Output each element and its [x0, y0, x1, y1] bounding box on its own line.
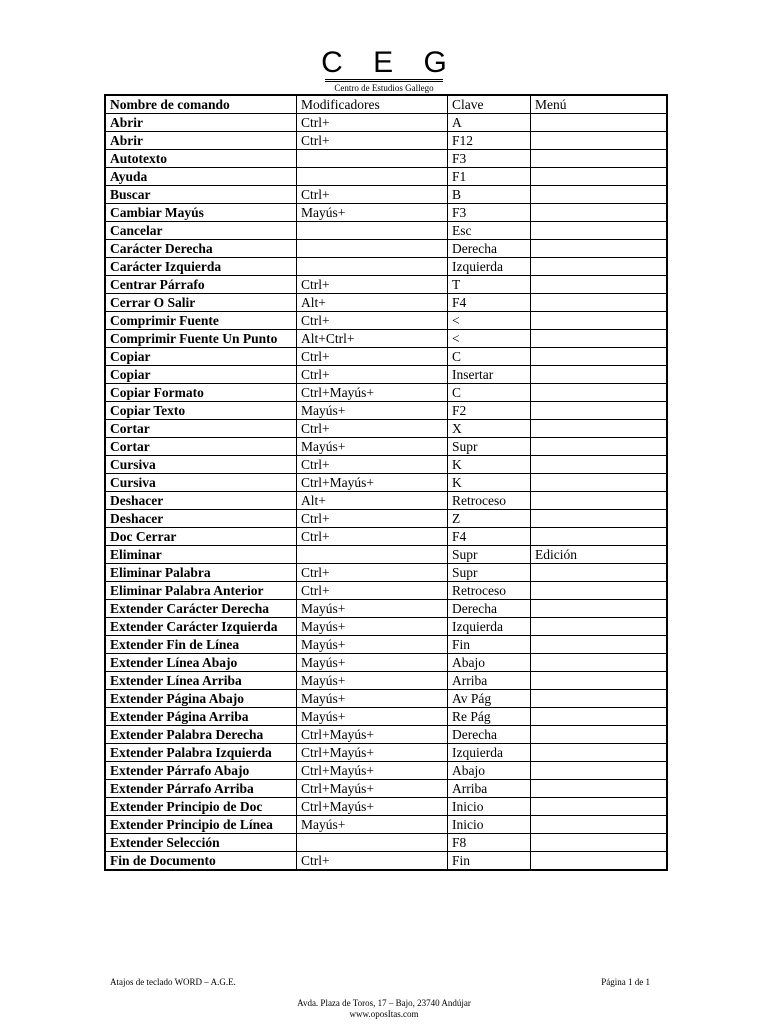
menu-cell: [531, 762, 668, 780]
table-row: [105, 384, 667, 402]
table-row: [105, 510, 667, 528]
command-cell: Carácter Izquierda: [105, 258, 297, 276]
command-cell: Extender Línea Arriba: [105, 672, 297, 690]
table-row: [105, 492, 667, 510]
command-cell: Extender Párrafo Arriba: [105, 780, 297, 798]
key-cell: F4: [448, 294, 531, 312]
command-cell: Extender Principio de Doc: [105, 798, 297, 816]
modifier-cell: Ctrl+: [297, 312, 448, 330]
key-cell: F12: [448, 132, 531, 150]
key-cell: Supr: [448, 546, 531, 564]
menu-cell: [531, 222, 668, 240]
menu-cell: [531, 276, 668, 294]
modifier-cell: Ctrl+: [297, 420, 448, 438]
command-cell: Copiar: [105, 366, 297, 384]
menu-cell: [531, 294, 668, 312]
menu-cell: [531, 132, 668, 150]
key-cell: Z: [448, 510, 531, 528]
command-cell: Cortar: [105, 438, 297, 456]
key-cell: F3: [448, 150, 531, 168]
logo-letter: C: [321, 46, 343, 79]
menu-cell: [531, 708, 668, 726]
command-cell: Copiar Texto: [105, 402, 297, 420]
command-cell: Eliminar Palabra: [105, 564, 297, 582]
table-row: [105, 816, 667, 834]
table-row: [105, 654, 667, 672]
logo-rule: [325, 79, 443, 82]
menu-cell: [531, 204, 668, 222]
modifier-cell: Mayús+: [297, 654, 448, 672]
footer-address: Avda. Plaza de Toros, 17 – Bajo, 23740 Andújar: [297, 998, 471, 1008]
logo-letter: G: [423, 46, 447, 79]
table-row: [105, 600, 667, 618]
modifier-cell: [297, 240, 448, 258]
command-cell: Abrir: [105, 114, 297, 132]
key-cell: Insertar: [448, 366, 531, 384]
menu-cell: [531, 258, 668, 276]
table-row: [105, 852, 667, 871]
modifier-cell: Ctrl+: [297, 276, 448, 294]
table-row: [105, 798, 667, 816]
key-cell: Arriba: [448, 672, 531, 690]
key-cell: Derecha: [448, 600, 531, 618]
table-row: [105, 780, 667, 798]
table-row: [105, 258, 667, 276]
modifier-cell: Ctrl+: [297, 186, 448, 204]
key-cell: Esc: [448, 222, 531, 240]
modifier-cell: Ctrl+Mayús+: [297, 780, 448, 798]
command-cell: Cortar: [105, 420, 297, 438]
logo-letter: E: [373, 46, 394, 79]
modifier-cell: Mayús+: [297, 708, 448, 726]
command-cell: Extender Palabra Izquierda: [105, 744, 297, 762]
key-cell: X: [448, 420, 531, 438]
menu-cell: [531, 348, 668, 366]
menu-cell: [531, 420, 668, 438]
key-cell: Derecha: [448, 240, 531, 258]
modifier-cell: Mayús+: [297, 636, 448, 654]
table-row: [105, 114, 667, 132]
key-cell: Arriba: [448, 780, 531, 798]
modifier-cell: [297, 150, 448, 168]
command-cell: Deshacer: [105, 492, 297, 510]
modifier-cell: Mayús+: [297, 618, 448, 636]
key-cell: F4: [448, 528, 531, 546]
modifier-cell: Mayús+: [297, 402, 448, 420]
command-cell: Comprimir Fuente: [105, 312, 297, 330]
key-cell: Abajo: [448, 762, 531, 780]
table-row: [105, 186, 667, 204]
modifier-cell: Ctrl+Mayús+: [297, 744, 448, 762]
modifier-cell: Ctrl+: [297, 582, 448, 600]
table-row: [105, 546, 667, 564]
table-row: [105, 528, 667, 546]
menu-cell: [531, 114, 668, 132]
table-row: [105, 726, 667, 744]
table-row: [105, 294, 667, 312]
command-cell: Extender Principio de Línea: [105, 816, 297, 834]
modifier-cell: Ctrl+: [297, 564, 448, 582]
modifier-cell: [297, 168, 448, 186]
command-cell: Ayuda: [105, 168, 297, 186]
command-cell: Carácter Derecha: [105, 240, 297, 258]
key-cell: <: [448, 330, 531, 348]
menu-cell: [531, 780, 668, 798]
command-cell: Copiar Formato: [105, 384, 297, 402]
key-cell: Supr: [448, 438, 531, 456]
menu-cell: [531, 690, 668, 708]
modifier-cell: Ctrl+: [297, 366, 448, 384]
shortcuts-table: [104, 94, 668, 871]
key-cell: F3: [448, 204, 531, 222]
menu-cell: [531, 384, 668, 402]
command-cell: Cursiva: [105, 474, 297, 492]
ceg-logo: [0, 48, 768, 95]
modifier-cell: Mayús+: [297, 816, 448, 834]
table-row: [105, 330, 667, 348]
modifier-cell: Mayús+: [297, 204, 448, 222]
table-row: [105, 276, 667, 294]
modifier-cell: Mayús+: [297, 438, 448, 456]
table-row: [105, 582, 667, 600]
table-row: [105, 744, 667, 762]
key-cell: Re Pág: [448, 708, 531, 726]
menu-cell: [531, 816, 668, 834]
key-cell: C: [448, 348, 531, 366]
modifier-cell: Ctrl+Mayús+: [297, 474, 448, 492]
key-cell: C: [448, 384, 531, 402]
menu-cell: [531, 726, 668, 744]
modifier-cell: Ctrl+: [297, 456, 448, 474]
table-row: [105, 672, 667, 690]
command-cell: Cambiar Mayús: [105, 204, 297, 222]
modifier-cell: Ctrl+Mayús+: [297, 726, 448, 744]
menu-cell: [531, 474, 668, 492]
key-cell: Retroceso: [448, 582, 531, 600]
footer-doc-title: Atajos de teclado WORD – A.G.E.: [110, 977, 236, 987]
table-row: [105, 474, 667, 492]
key-cell: Inicio: [448, 816, 531, 834]
menu-cell: [531, 186, 668, 204]
menu-cell: [531, 798, 668, 816]
table-row: [105, 132, 667, 150]
table-row: [105, 312, 667, 330]
key-cell: Supr: [448, 564, 531, 582]
command-cell: Copiar: [105, 348, 297, 366]
menu-cell: [531, 168, 668, 186]
menu-cell: [531, 240, 668, 258]
key-cell: F8: [448, 834, 531, 852]
modifier-cell: Mayús+: [297, 600, 448, 618]
table-row: [105, 402, 667, 420]
menu-cell: [531, 510, 668, 528]
menu-cell: [531, 852, 668, 871]
menu-cell: Edición: [531, 546, 668, 564]
command-cell: Eliminar: [105, 546, 297, 564]
table-row: [105, 438, 667, 456]
modifier-cell: Alt+: [297, 294, 448, 312]
table-row: [105, 762, 667, 780]
menu-cell: [531, 366, 668, 384]
key-cell: Izquierda: [448, 258, 531, 276]
key-cell: Derecha: [448, 726, 531, 744]
logo-subtitle: Centro de Estudios Gallego: [334, 83, 434, 93]
menu-cell: [531, 672, 668, 690]
table-row: [105, 690, 667, 708]
menu-cell: [531, 744, 668, 762]
key-cell: Fin: [448, 636, 531, 654]
table-row: [105, 618, 667, 636]
command-cell: Cursiva: [105, 456, 297, 474]
command-cell: Centrar Párrafo: [105, 276, 297, 294]
table-row: [105, 834, 667, 852]
table-row: [105, 420, 667, 438]
menu-cell: [531, 654, 668, 672]
menu-cell: [531, 402, 668, 420]
key-cell: Abajo: [448, 654, 531, 672]
key-cell: K: [448, 474, 531, 492]
table-row: [105, 150, 667, 168]
command-cell: Extender Carácter Izquierda: [105, 618, 297, 636]
command-cell: Cancelar: [105, 222, 297, 240]
modifier-cell: [297, 834, 448, 852]
modifier-cell: Alt+Ctrl+: [297, 330, 448, 348]
table-row: [105, 366, 667, 384]
key-cell: F1: [448, 168, 531, 186]
logo-letters: [0, 48, 768, 78]
command-cell: Extender Carácter Derecha: [105, 600, 297, 618]
key-cell: <: [448, 312, 531, 330]
key-cell: B: [448, 186, 531, 204]
command-cell: Doc Cerrar: [105, 528, 297, 546]
menu-cell: [531, 636, 668, 654]
command-cell: Extender Párrafo Abajo: [105, 762, 297, 780]
modifier-cell: Ctrl+Mayús+: [297, 762, 448, 780]
modifier-cell: Mayús+: [297, 690, 448, 708]
table-row: [105, 456, 667, 474]
menu-cell: [531, 312, 668, 330]
key-cell: F2: [448, 402, 531, 420]
table-row: [105, 564, 667, 582]
modifier-cell: Ctrl+: [297, 114, 448, 132]
menu-cell: [531, 150, 668, 168]
command-cell: Extender Selección: [105, 834, 297, 852]
command-cell: Deshacer: [105, 510, 297, 528]
modifier-cell: Ctrl+: [297, 852, 448, 871]
key-cell: T: [448, 276, 531, 294]
modifier-cell: Alt+: [297, 492, 448, 510]
key-cell: Fin: [448, 852, 531, 871]
menu-cell: [531, 564, 668, 582]
command-cell: Extender Página Arriba: [105, 708, 297, 726]
command-cell: Abrir: [105, 132, 297, 150]
command-cell: Extender Palabra Derecha: [105, 726, 297, 744]
table-row: [105, 636, 667, 654]
key-cell: Retroceso: [448, 492, 531, 510]
command-cell: Eliminar Palabra Anterior: [105, 582, 297, 600]
modifier-cell: [297, 546, 448, 564]
header-menu: Menú: [531, 95, 668, 114]
footer-website: www.oposItas.com: [349, 1009, 419, 1019]
modifier-cell: Mayús+: [297, 672, 448, 690]
header-modifiers: Modificadores: [297, 95, 448, 114]
table-row: [105, 348, 667, 366]
key-cell: Izquierda: [448, 618, 531, 636]
modifier-cell: [297, 258, 448, 276]
footer-contact: [0, 998, 768, 1020]
modifier-cell: Ctrl+: [297, 510, 448, 528]
table-row: [105, 168, 667, 186]
command-cell: Cerrar O Salir: [105, 294, 297, 312]
key-cell: Inicio: [448, 798, 531, 816]
key-cell: Izquierda: [448, 744, 531, 762]
menu-cell: [531, 528, 668, 546]
table-row: [105, 222, 667, 240]
menu-cell: [531, 618, 668, 636]
header-key: Clave: [448, 95, 531, 114]
table-row: [105, 204, 667, 222]
command-cell: Buscar: [105, 186, 297, 204]
key-cell: Av Pág: [448, 690, 531, 708]
table-header-row: [105, 95, 667, 114]
menu-cell: [531, 438, 668, 456]
table-row: [105, 240, 667, 258]
modifier-cell: Ctrl+: [297, 348, 448, 366]
modifier-cell: Ctrl+: [297, 132, 448, 150]
command-cell: Extender Página Abajo: [105, 690, 297, 708]
modifier-cell: Ctrl+Mayús+: [297, 798, 448, 816]
command-cell: Fin de Documento: [105, 852, 297, 871]
menu-cell: [531, 600, 668, 618]
modifier-cell: Ctrl+: [297, 528, 448, 546]
menu-cell: [531, 492, 668, 510]
command-cell: Extender Línea Abajo: [105, 654, 297, 672]
modifier-cell: Ctrl+Mayús+: [297, 384, 448, 402]
footer-page-number: Página 1 de 1: [601, 977, 650, 987]
header-command: Nombre de comando: [105, 95, 297, 114]
menu-cell: [531, 834, 668, 852]
table-body: [105, 114, 667, 871]
key-cell: K: [448, 456, 531, 474]
command-cell: Extender Fin de Línea: [105, 636, 297, 654]
key-cell: A: [448, 114, 531, 132]
command-cell: Autotexto: [105, 150, 297, 168]
command-cell: Comprimir Fuente Un Punto: [105, 330, 297, 348]
menu-cell: [531, 582, 668, 600]
menu-cell: [531, 456, 668, 474]
modifier-cell: [297, 222, 448, 240]
menu-cell: [531, 330, 668, 348]
table-row: [105, 708, 667, 726]
